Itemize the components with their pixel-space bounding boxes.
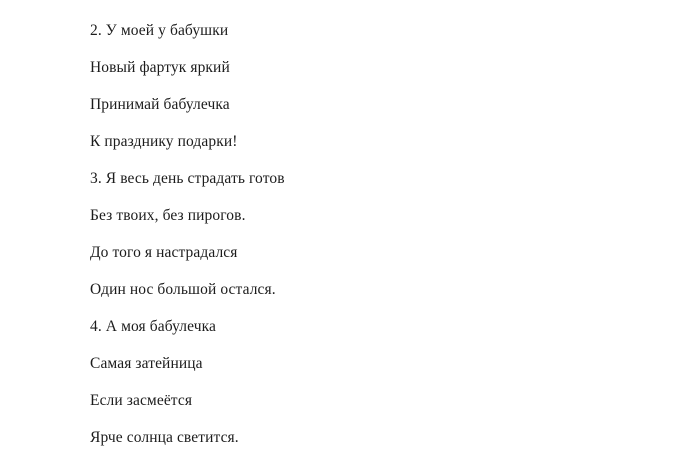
- text-line: Без твоих, без пирогов.: [90, 206, 246, 224]
- text-line: 4. А моя бабулечка: [90, 317, 216, 335]
- text-line: Если засмеётся: [90, 391, 193, 409]
- text-line: Принимай бабулечка: [90, 95, 230, 113]
- text-line: До того я настрадался: [90, 243, 238, 261]
- text-line: Ярче солнца светится.: [90, 428, 239, 446]
- text-line: Самая затейница: [90, 354, 203, 372]
- text-line: Один нос большой остался.: [90, 280, 276, 298]
- text-line: К празднику подарки!: [90, 132, 238, 150]
- verse-text-block: [0, 12, 700, 456]
- text-line: Новый фартук яркий: [90, 58, 230, 76]
- text-line: 3. Я весь день страдать готов: [90, 169, 285, 187]
- text-line: 2. У моей у бабушки: [90, 21, 229, 39]
